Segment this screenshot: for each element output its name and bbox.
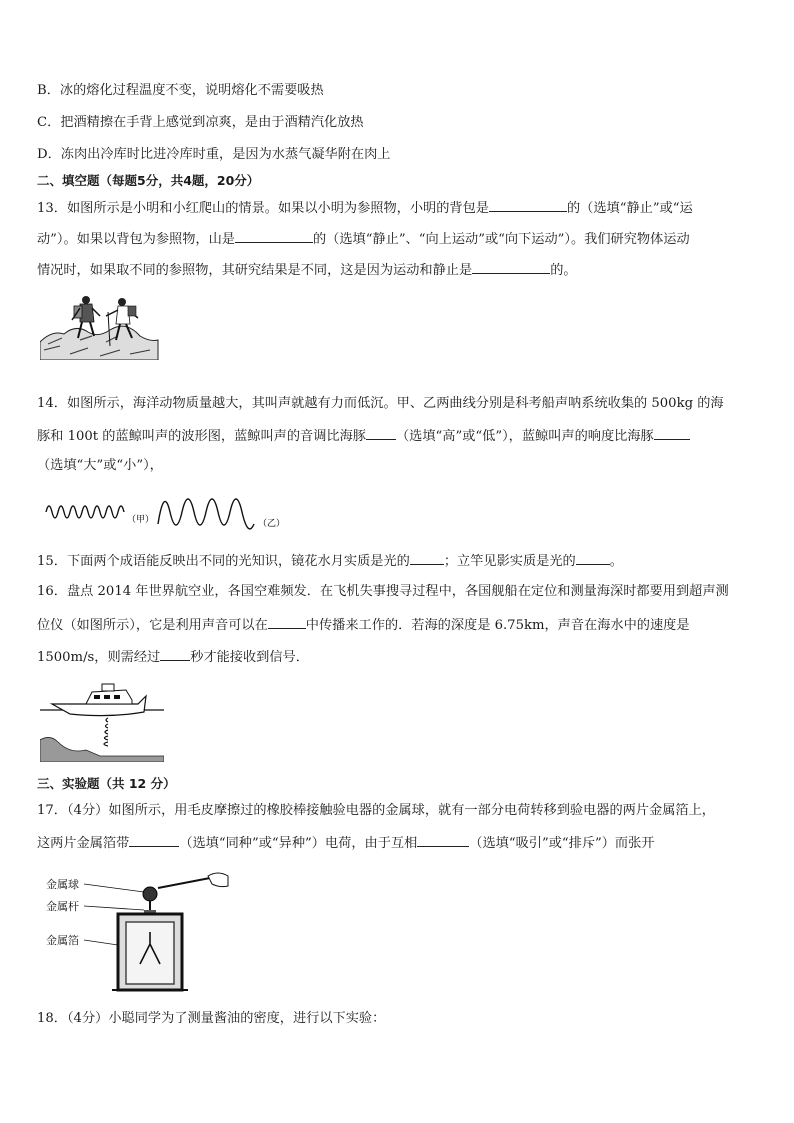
q14-line3: （选填“大”或“小”），	[37, 458, 163, 473]
answer-blank	[472, 260, 550, 274]
q16-text: 1500m/s，则需经过	[37, 650, 161, 665]
answer-blank	[654, 426, 690, 440]
q17-text: 这两片金属箔带	[37, 836, 130, 851]
option-c: C．把酒精擦在手背上感觉到凉爽，是由于酒精汽化放热	[37, 115, 364, 130]
answer-blank	[576, 551, 610, 565]
q18-line1: 18．（4分）小聪同学为了测量酱油的密度，进行以下实验：	[37, 1011, 386, 1026]
answer-blank	[366, 426, 396, 440]
q15-text: 。	[609, 554, 623, 569]
q16-line3	[37, 647, 309, 667]
q16-text: 秒才能接收到信号．	[190, 650, 309, 665]
section-title-experiment: 三、实验题（共 12 分）	[37, 776, 176, 791]
q15-text: 15．下面两个成语能反映出不同的光知识，镜花水月实质是光的	[37, 554, 410, 569]
q13-line3	[37, 260, 577, 280]
mountain-climbers-figure	[40, 290, 160, 360]
q16-line1: 16．盘点 2014 年世界航空业，各国空难频发．在飞机失事搜寻过程中，各国舰船在定位和测量海深时都要用到超声测	[37, 584, 729, 599]
label-jia: （甲）	[127, 515, 155, 525]
q14-text: 豚和 100t 的蓝鲸叫声的波形图，蓝鲸叫声的音调比海豚	[37, 429, 366, 444]
q16-text: 中传播来工作的．若海的深度是 6.75km，声音在海水中的速度是	[305, 618, 690, 633]
answer-blank	[268, 615, 306, 629]
q16-text: 位仪（如图所示），它是利用声音可以在	[37, 618, 268, 633]
q13-text: 13．如图所示是小明和小红爬山的情景。如果以小明为参照物，小明的背包是	[37, 201, 489, 216]
electroscope-figure	[40, 872, 240, 994]
answer-blank	[235, 229, 313, 243]
answer-blank	[489, 198, 567, 212]
whale-waveform	[158, 499, 254, 529]
q14-line1: 14．如图所示，海洋动物质量越大，其叫声就越有力而低沉。甲、乙两曲线分别是科考船声呐系统收集的 500kg 的海	[37, 396, 724, 411]
answer-blank	[410, 551, 444, 565]
label-metal-ball: 金属球	[46, 878, 79, 891]
q14-line2	[37, 426, 690, 446]
answer-blank	[129, 833, 179, 847]
label-metal-foil: 金属箔	[46, 934, 79, 947]
sonar-ship-figure	[40, 678, 164, 762]
q16-line2	[37, 615, 690, 635]
waveform-figure	[44, 492, 294, 532]
option-b: B．冰的熔化过程温度不变，说明熔化不需要吸热	[37, 83, 324, 98]
q15-text: ；立竿见影实质是光的	[443, 554, 576, 569]
label-yi: （乙）	[258, 519, 286, 529]
q15-line	[37, 551, 623, 571]
q17-line1: 17．（4分）如图所示，用毛皮摩擦过的橡胶棒接触验电器的金属球，就有一部分电荷转移到验电器的两片金属箔上，	[37, 803, 715, 818]
q13-line2	[37, 229, 690, 249]
q13-text: 情况时，如果取不同的参照物，其研究结果是不同，这是因为运动和静止是	[37, 263, 473, 278]
q17-text: （选填“吸引”或“排斥”）而张开	[469, 836, 655, 851]
q13-text: 的（选填“静止”或“运	[566, 201, 693, 216]
q13-text: 的（选填“静止”、“向上运动”或“向下运动”）。我们研究物体运动	[312, 232, 690, 247]
q17-line2	[37, 833, 655, 853]
q13-text: 的。	[550, 263, 577, 278]
section-title-fill-in: 二、填空题（每题5分，共4题，20分）	[37, 173, 260, 188]
q13-line1	[37, 198, 693, 218]
q13-text: 动”）。如果以背包为参照物，山是	[37, 232, 235, 247]
answer-blank	[160, 647, 190, 661]
dolphin-waveform	[46, 506, 124, 518]
answer-blank	[417, 833, 469, 847]
label-metal-rod: 金属杆	[46, 900, 79, 913]
option-d: D．冻肉出冷库时比进冷库时重，是因为水蒸气凝华附在肉上	[37, 147, 391, 162]
q17-text: （选填“同种”或“异种”）电荷，由于互相	[179, 836, 418, 851]
q14-text: （选填“高”或“低”），蓝鲸叫声的响度比海豚	[395, 429, 654, 444]
